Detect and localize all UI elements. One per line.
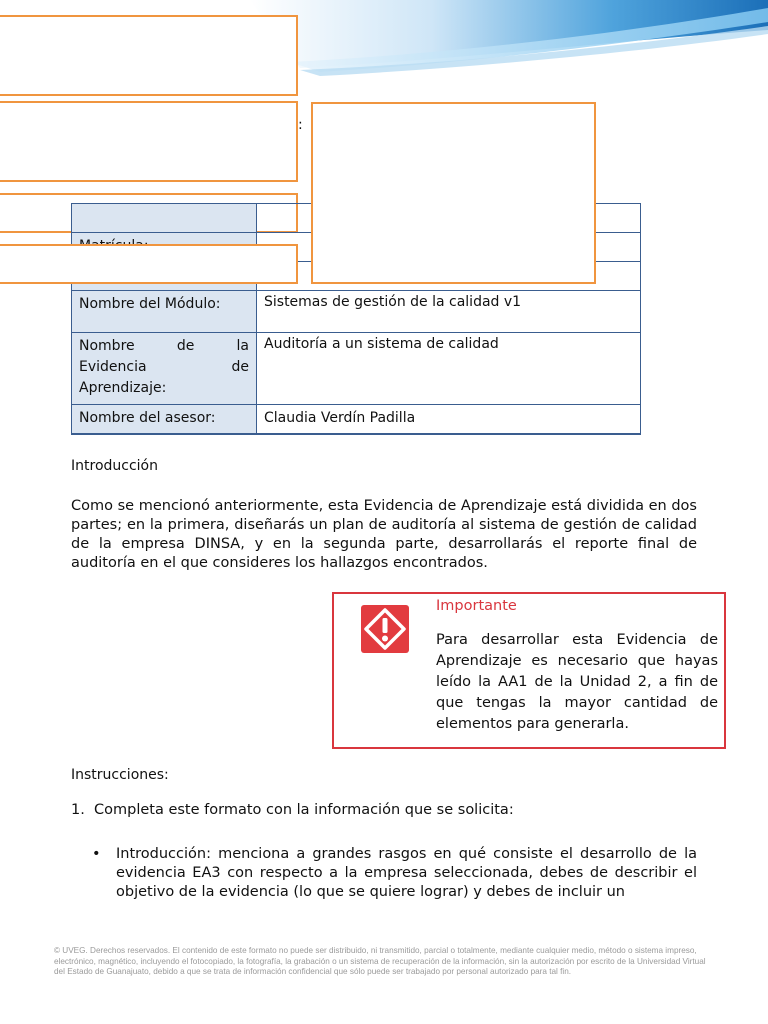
redaction-box-1 bbox=[0, 15, 298, 96]
table-value: Claudia Verdín Padilla bbox=[257, 405, 641, 434]
table-label: Nombre del Módulo: bbox=[72, 291, 257, 333]
intro-paragraph: Como se mencionó anteriormente, esta Evidencia de Aprendizaje está dividida en dos partes; en la primera, diseñarás un plan de auditoría al sistema de gestión de calidad de la empresa DINSA, y en la segunda parte, desarrollarás el reporte final de auditoría en el que consideres los hallazgos encontrados. bbox=[71, 498, 697, 571]
important-title: Importante bbox=[436, 598, 517, 614]
bullet-text: Introducción: menciona a grandes rasgos en qué consiste el desarrollo de la evidencia EA3 con respecto a la empresa seleccionada, debes de describir el objetivo de la evidencia (lo que se quiere lograr) y debes de incluir un bbox=[116, 846, 697, 900]
intro-heading: Introducción bbox=[71, 458, 158, 474]
table-row bbox=[72, 291, 641, 333]
list-text: Completa este formato con la información que se solicita: bbox=[94, 802, 514, 818]
list-item bbox=[71, 802, 514, 818]
label-line: Aprendizaje: bbox=[79, 380, 167, 396]
table-label bbox=[72, 333, 257, 405]
redaction-box-2 bbox=[0, 101, 298, 182]
label-line: Nombre de la bbox=[79, 338, 249, 354]
list-number: 1. bbox=[71, 802, 85, 818]
table-row bbox=[72, 405, 641, 434]
bullet-icon: • bbox=[92, 846, 101, 862]
table-row bbox=[72, 333, 641, 405]
table-value: Sistemas de gestión de la calidad v1 bbox=[257, 291, 641, 333]
bullet-item bbox=[92, 845, 697, 902]
important-callout bbox=[332, 592, 726, 749]
label-colon: : bbox=[298, 117, 303, 133]
table-value: Auditoría a un sistema de calidad bbox=[257, 333, 641, 405]
warning-icon bbox=[360, 604, 410, 654]
instructions-heading: Instrucciones: bbox=[71, 767, 169, 783]
label-line: Evidencia de bbox=[79, 359, 249, 375]
footer-copyright: © UVEG. Derechos reservados. El contenido de este formato no puede ser distribuido, ni transmitido, parcial o totalmente, mediante cualquier medio, método o sistema impreso, electrónico, magnético, incluyendo el fotocopiado, la fotografía, la grabación o un sistema de recuperación de la información, sin la autorización por escrito de la Universidad Virtual del Estado de Guanajuato, debido a que se trata de información confidencial que sólo puede ser trabajado por personal autorizado para tal fin. bbox=[54, 946, 706, 976]
redaction-box-5 bbox=[0, 244, 298, 284]
table-label bbox=[72, 204, 257, 233]
table-label: Nombre del asesor: bbox=[72, 405, 257, 434]
important-text: Para desarrollar esta Evidencia de Aprendizaje es necesario que hayas leído la AA1 de la Unidad 2, a fin de que tengas la mayor cantidad de elementos para generarla. bbox=[436, 632, 718, 732]
redaction-box-4 bbox=[311, 102, 596, 284]
